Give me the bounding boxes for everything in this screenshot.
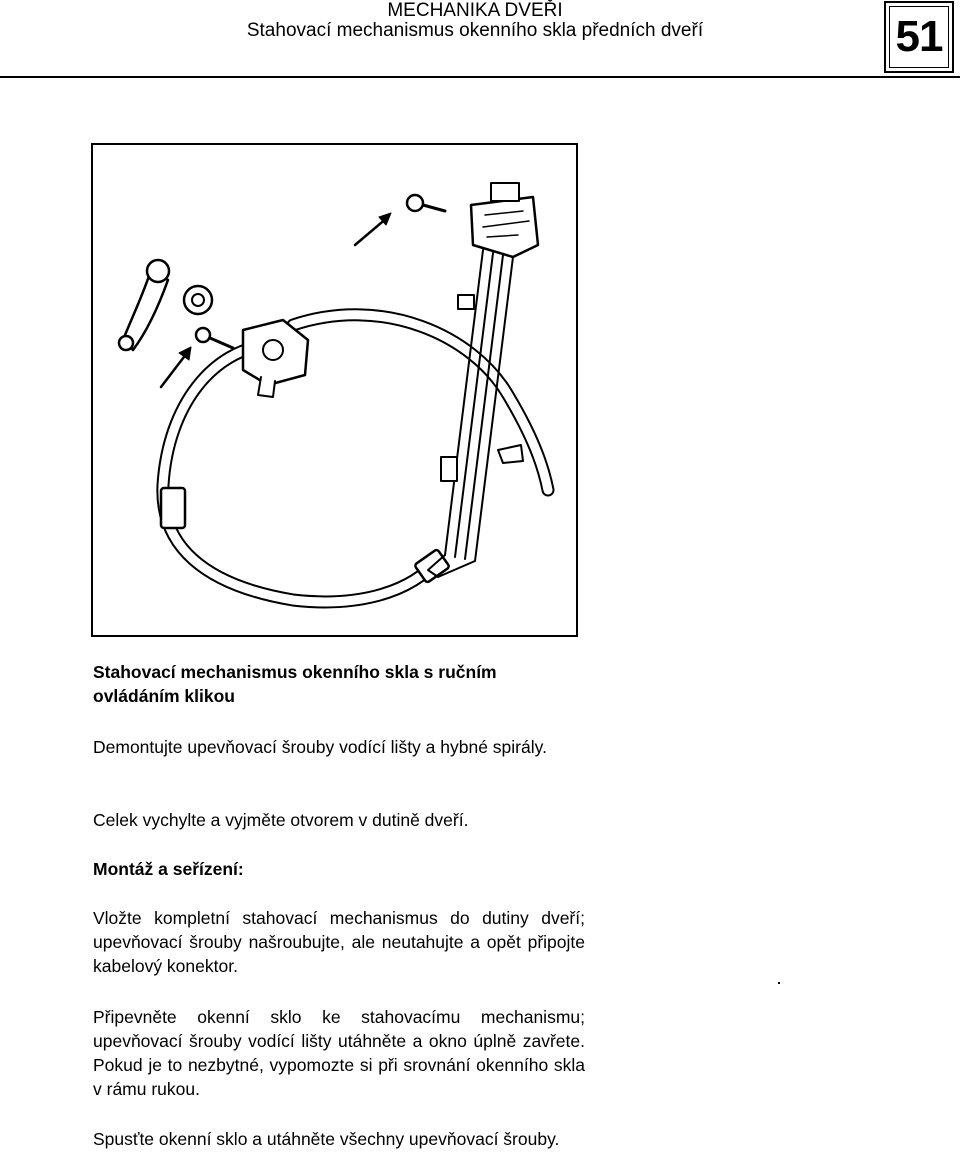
heading-assembly: Montáž a seřízení: <box>93 859 244 879</box>
paragraph-insert <box>93 906 585 978</box>
page-number-box <box>884 1 954 73</box>
paragraph-attach-glass <box>93 1005 585 1101</box>
section-heading-assembly <box>93 857 585 881</box>
section-title: MECHANIKA DVEŘI <box>387 0 563 21</box>
header-divider <box>0 76 960 78</box>
figure-frame <box>91 143 578 637</box>
paragraph-remove-text: Demontujte upevňovací šrouby vodící lišty a hybné spirály. <box>93 737 547 757</box>
heading-manual-crank: Stahovací mechanismus okenního skla s ručním ovládáním klikou <box>93 662 497 706</box>
paragraph-attach-glass-text: Připevněte okenní sklo ke stahovacímu mechanismu; upevňovací šrouby vodící lišty utáhněte a okno úplně zavřete. Pokud je to nezbytné, vypomozte si při srovnání okenního skla v rámu rukou. <box>93 1007 585 1099</box>
paragraph-tilt <box>93 808 585 832</box>
paragraph-lower-glass-text: Spusťte okenní sklo a utáhněte všechny upevňovací šrouby. <box>93 1129 560 1149</box>
paragraph-tilt-text: Celek vychylte a vyjměte otvorem v dutině dveří. <box>93 810 469 830</box>
paragraph-lower-glass <box>93 1127 585 1151</box>
page-number: 51 <box>889 6 949 68</box>
page-subtitle: Stahovací mechanismus okenního skla předních dveří <box>246 20 704 41</box>
section-heading-manual <box>93 660 585 708</box>
paragraph-remove <box>93 735 585 759</box>
scan-speck <box>778 982 780 984</box>
window-regulator-illustration <box>93 145 580 639</box>
paragraph-insert-text: Vložte kompletní stahovací mechanismus do dutiny dveří; upevňovací šrouby našroubujte, ale neutahujte a opět připojte kabelový konektor. <box>93 908 585 976</box>
